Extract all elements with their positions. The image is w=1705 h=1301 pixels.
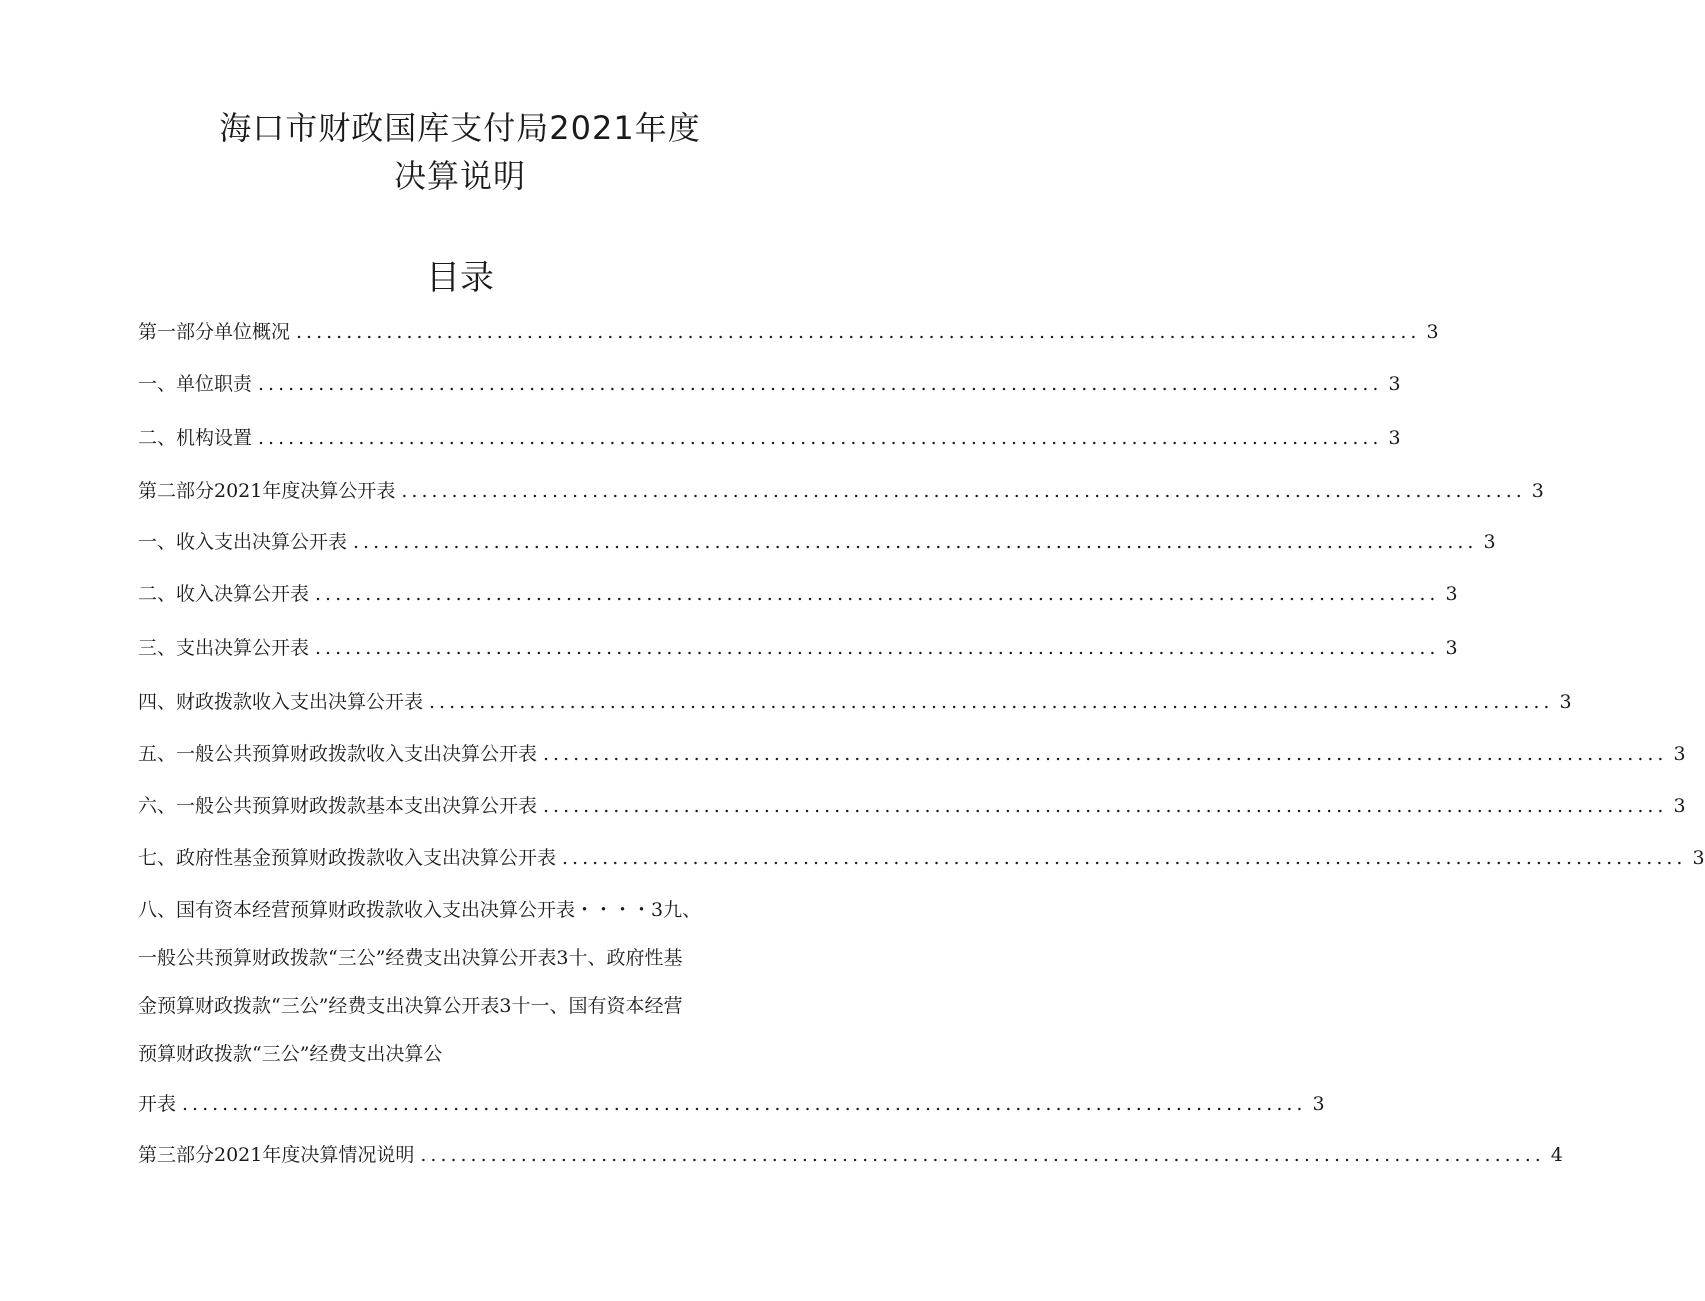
toc-dot-leader: ................................................................................................................ — [258, 373, 1383, 395]
toc-page-number: 3 — [1673, 795, 1686, 817]
toc-heading: 目录 — [426, 258, 494, 298]
toc-entry-label: 第一部分单位概况 — [138, 321, 291, 343]
toc-dot-leader: ................................................................................................................ — [258, 427, 1383, 449]
toc-entry-label: 一、收入支出决算公开表 — [138, 531, 348, 553]
toc-entry-label: 开表 — [138, 1093, 177, 1115]
toc-entry[interactable] — [138, 317, 1439, 347]
toc-entry[interactable] — [138, 527, 1496, 557]
toc-entry-label: 二、机构设置 — [138, 427, 253, 449]
toc-entry-label: 七、政府性基金预算财政拨款收入支出决算公开表 — [138, 847, 557, 869]
toc-entry[interactable] — [138, 739, 1686, 769]
toc-dot-leader: ................................................................................................................ — [420, 1144, 1545, 1166]
toc-wrapped-line: 预算财政拨款“三公”经费支出决算公 — [138, 1043, 443, 1065]
toc-entry-label: 一、单位职责 — [138, 373, 253, 395]
toc-entry[interactable] — [138, 1089, 1325, 1119]
toc-dot-leader: ................................................................................................................ — [296, 321, 1421, 343]
toc-page-number: 3 — [1559, 691, 1572, 713]
toc-entry-label: 二、收入决算公开表 — [138, 583, 310, 605]
toc-page-number: 3 — [1531, 480, 1544, 502]
toc-dot-leader: ................................................................................................................ — [315, 637, 1440, 659]
toc-wrapped-line: 八、国有资本经营预算财政拨款收入支出决算公开表・・・・3九、 — [138, 899, 702, 921]
toc-page-number: 3 — [1312, 1093, 1325, 1115]
document-title-line-2: 决算说明 — [393, 157, 526, 195]
toc-entry-label: 四、财政拨款收入支出决算公开表 — [138, 691, 424, 713]
toc-page-number: 3 — [1445, 637, 1458, 659]
toc-entry[interactable] — [138, 579, 1458, 609]
toc-page-number: 3 — [1483, 531, 1496, 553]
toc-dot-leader: ................................................................................................................ — [315, 583, 1440, 605]
toc-dot-leader: ................................................................................................................ — [182, 1093, 1307, 1115]
toc-entry[interactable] — [138, 423, 1401, 453]
toc-wrapped-line: 金预算财政拨款“三公”经费支出决算公开表3十一、国有资本经营 — [138, 995, 683, 1017]
toc-page-number: 3 — [1445, 583, 1458, 605]
toc-dot-leader: ................................................................................................................ — [543, 795, 1668, 817]
toc-entry-label: 五、一般公共预算财政拨款收入支出决算公开表 — [138, 743, 538, 765]
toc-entry-label: 第三部分2021年度决算情况说明 — [138, 1144, 415, 1166]
toc-entry[interactable] — [138, 791, 1686, 821]
toc-page-number: 3 — [1692, 847, 1705, 869]
toc-entry-label: 三、支出决算公开表 — [138, 637, 310, 659]
toc-entry[interactable] — [138, 687, 1572, 717]
toc-entry[interactable] — [138, 476, 1544, 506]
toc-page-number: 4 — [1550, 1144, 1563, 1166]
toc-dot-leader: ................................................................................................................ — [543, 743, 1668, 765]
toc-entry-label: 六、一般公共预算财政拨款基本支出决算公开表 — [138, 795, 538, 817]
toc-page-number: 3 — [1388, 427, 1401, 449]
toc-wrapped-line: 一般公共预算财政拨款“三公”经费支出决算公开表3十、政府性基 — [138, 947, 683, 969]
toc-page-number: 3 — [1426, 321, 1439, 343]
toc-entry[interactable] — [138, 633, 1458, 663]
toc-dot-leader: ................................................................................................................ — [353, 531, 1478, 553]
toc-page-number: 3 — [1388, 373, 1401, 395]
toc-dot-leader: ................................................................................................................ — [562, 847, 1687, 869]
toc-entry-label: 第二部分2021年度决算公开表 — [138, 480, 396, 502]
toc-dot-leader: ................................................................................................................ — [401, 480, 1526, 502]
toc-entry[interactable] — [138, 843, 1705, 873]
toc-dot-leader: ................................................................................................................ — [429, 691, 1554, 713]
toc-page-number: 3 — [1673, 743, 1686, 765]
toc-entry[interactable] — [138, 369, 1401, 399]
toc-wrapped-entries[interactable] — [138, 886, 788, 1078]
toc-entry[interactable] — [138, 1140, 1563, 1170]
document-title-line-1: 海口市财政国库支付局2021年度 — [219, 109, 701, 147]
